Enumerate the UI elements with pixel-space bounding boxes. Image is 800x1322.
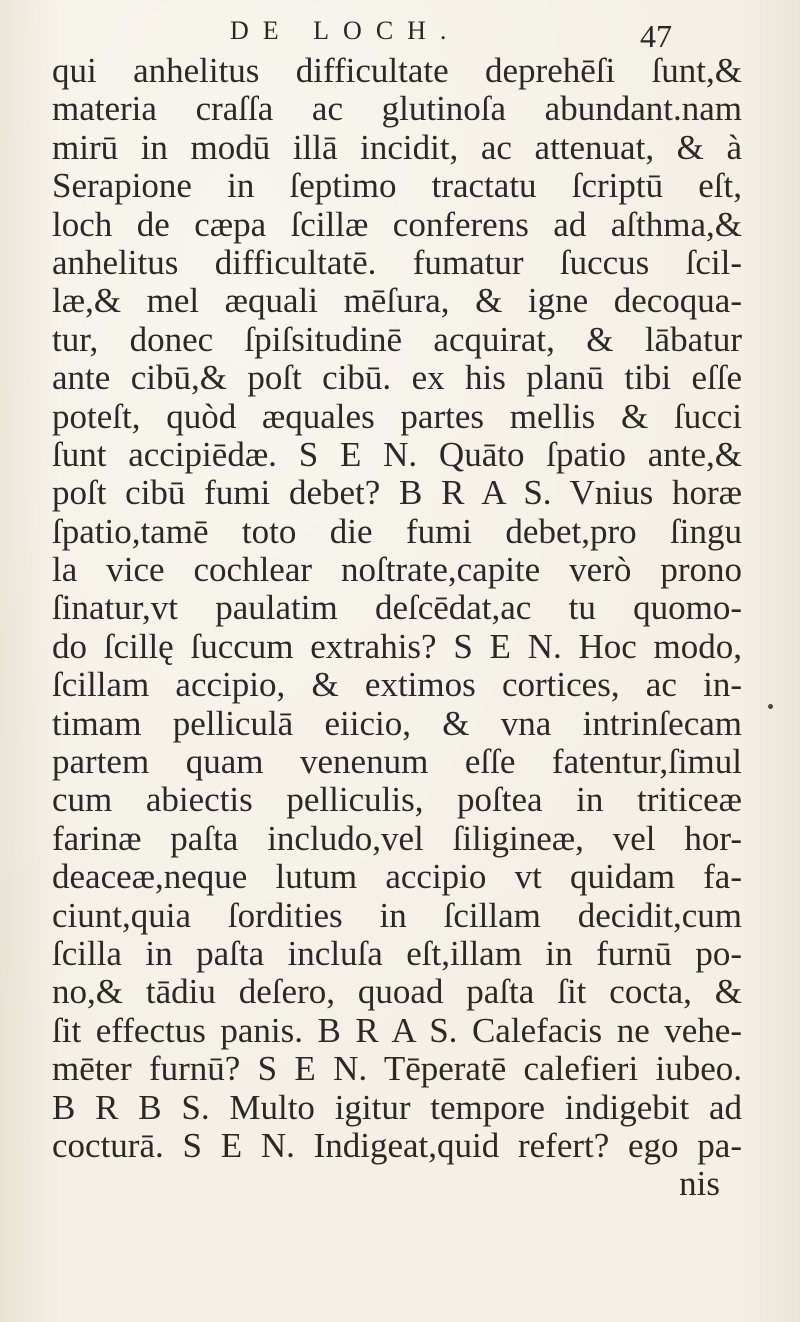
text-line: læ,& mel æquali mēſura, & igne decoqua- xyxy=(52,281,742,321)
margin-dot-mark xyxy=(768,704,773,709)
text-line: ſpatio,tamē toto die fumi debet,pro ſingu xyxy=(52,511,742,551)
text-line: la vice cochlear noſtrate,capite verò prono xyxy=(52,550,742,590)
text-line: ante cibū,& poſt cibū. ex his planū tibi eſſe xyxy=(52,358,742,398)
text-line: tur, donec ſpiſsitudinē acquirat, & lābatur xyxy=(52,319,742,359)
text-line: ſunt accipiēdæ. S E N. Quāto ſpatio ante,& xyxy=(52,434,742,474)
catchword: nis xyxy=(679,1164,720,1204)
text-line: do ſcillę ſuccum extrahis? S E N. Hoc modo, xyxy=(52,626,742,666)
page-number: 47 xyxy=(640,18,672,54)
text-line: ſcilla in paſta incluſa eſt,illam in furnū po- xyxy=(52,933,742,973)
text-line: poteſt, quòd æquales partes mellis & ſucci xyxy=(52,396,742,436)
text-line: ſcillam accipio, & extimos cortices, ac in- xyxy=(52,665,742,705)
text-line: Serapione in ſeptimo tractatu ſcriptū eſt, xyxy=(52,166,742,206)
text-line: materia craſſa ac glutinoſa abundant.nam xyxy=(52,89,742,129)
text-line: deaceæ,neque lutum accipio vt quidam fa- xyxy=(52,857,742,897)
text-line: ſinatur,vt paulatim deſcēdat,ac tu quomo- xyxy=(52,588,742,628)
text-line: farinæ paſta includo,vel ſiligineæ, vel hor- xyxy=(52,818,742,858)
text-line: timam pelliculā eiicio, & vna intrinſecam xyxy=(52,703,742,743)
body-text xyxy=(52,52,742,1204)
text-line: B R B S. Multo igitur tempore indigebit ad xyxy=(52,1087,742,1127)
text-line: cum abiectis pelliculis, poſtea in triticeæ xyxy=(52,780,742,820)
text-line: cocturā. S E N. Indigeat,quid refert? ego pa- xyxy=(52,1125,742,1165)
text-line: qui anhelitus difficultate deprehēſi ſunt,& xyxy=(52,51,742,90)
text-line: no,& tādiu deſero, quoad paſta ſit cocta, & xyxy=(52,972,742,1012)
text-line: loch de cæpa ſcillæ conferens ad aſthma,& xyxy=(52,204,742,244)
running-head: DE LOCH. xyxy=(230,16,461,45)
text-line: ſit effectus panis. B R A S. Calefacis ne vehe- xyxy=(52,1010,742,1050)
text-line: ciunt,quia ſordities in ſcillam decidit,cum xyxy=(52,895,742,935)
text-line: anhelitus difficultatē. fumatur ſuccus ſcil- xyxy=(52,242,742,282)
text-line: mirū in modū illā incidit, ac attenuat, & à xyxy=(52,127,742,167)
text-line: partem quam venenum eſſe fatentur,ſimul xyxy=(52,742,742,782)
text-line: mēter furnū? S E N. Tēperatē calefieri iubeo. xyxy=(52,1049,742,1089)
text-line: poſt cibū fumi debet? B R A S. Vnius horæ xyxy=(52,473,742,513)
